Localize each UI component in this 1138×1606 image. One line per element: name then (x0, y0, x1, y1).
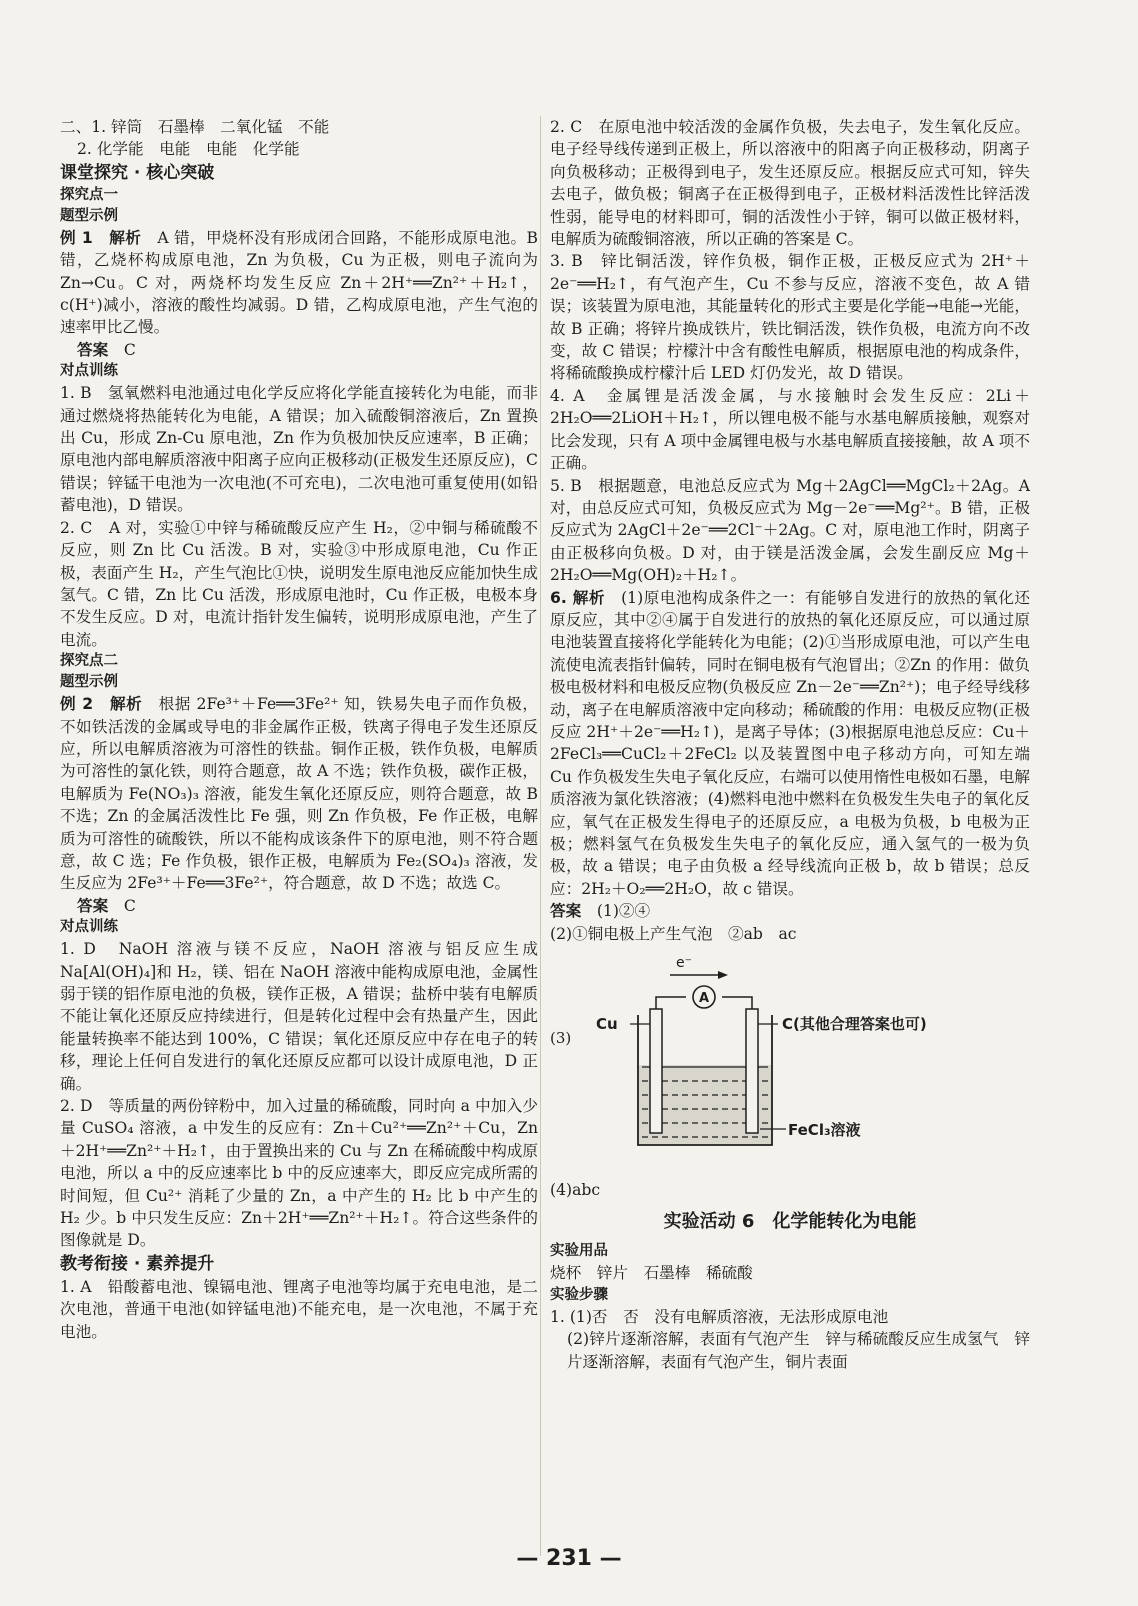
teaching-item-1: 1. A 铅酸蓄电池、镍镉电池、锂离子电池等均属于充电电池，是二次电池，普通干电池(如锌锰电池)不能充电，是一次电池，不属于充电池。 (60, 1277, 538, 1341)
example-1-jiexi: 解析 (109, 228, 142, 247)
supplies-list: 烧杯 锌片 石墨棒 稀硫酸 (550, 1264, 753, 1283)
step-1: 1. (1)否 否 没有电解质溶液，无法形成原电池 (550, 1307, 889, 1326)
column-divider (540, 116, 541, 1556)
answer-label: 答案 (77, 896, 109, 915)
example-1-label: 例 1 (60, 228, 93, 247)
example-1-text: A 错，甲烧杯没有形成闭合回路，不能形成原电池。B 错，乙烧杯构成原电池，Zn 为负极，Cu 为正极，则电子流向为 Zn→Cu。C 对，两烧杯均发生反应 Zn＋2H⁺══Zn²⁺＋H₂↑，c(H⁺)减小，溶液的酸性均减弱。D 错，乙构成原电池，产生气泡的速率甲比乙慢。 (60, 228, 538, 337)
heading-point-2: 探究点二 (60, 653, 118, 670)
example-2-answer (60, 895, 538, 917)
answer-label: 答案 (550, 902, 582, 921)
electron-arrowhead (718, 971, 728, 979)
right-item-3: 3. B 锌比铜活泼，锌作负极，铜作正极，正极反应式为 2H⁺＋2e⁻══H₂↑，有气泡产生，Cu 不参与反应，溶液不变色，故 A 错误；该装置为原电池，其能量转化的形式主要是化学能→电能→光能，故 B 正确；将锌片换成铁片，铁比铜活泼，铁作负极，电流方向不改变，故 C 错误；柠檬汁中含有酸性电解质，根据原电池的构成条件，将稀硫酸换成柠檬汁后 LED 灯仍发光，故 D 错误。 (550, 252, 1030, 383)
answer-line-1: 二、1. 锌筒 石墨棒 二氧化锰 不能 (60, 118, 330, 136)
heading-examples-2: 题型示例 (60, 674, 118, 691)
answer-line-a (550, 900, 1030, 922)
right-item-6 (550, 587, 1030, 901)
practice-1-item-1: 1. B 氢氧燃料电池通过电化学反应将化学能直接转化为电能，而非通过燃烧将热能转化为电能，A 错误；加入硫酸铜溶液后，Zn 置换出 Cu，形成 Zn-Cu 原电池，Zn 作为负极加快反应速率，B 正确；原电池内部电解质溶液中阳离子应向正极移动(正极发生还原反应)，C 错误；锌锰干电池为一次电池(不可充电)，二次电池可重复使用(如铅蓄电池)，D 错误。 (60, 384, 538, 515)
page-number-value: 231 (546, 1546, 592, 1571)
answer-label: 答案 (77, 340, 109, 359)
copper-electrode (650, 1009, 662, 1133)
page-number: — 231 — (516, 1546, 622, 1571)
heading-steps: 实验步骤 (550, 1286, 608, 1303)
step-1-2: (2)锌片逐渐溶解，表面有气泡产生 锌与稀硫酸反应生成氢气 锌片逐渐溶解，表面有气泡产生，铜片表面 (567, 1330, 1030, 1371)
example-2-jiexi: 解析 (109, 695, 143, 714)
answer-part-1: (1)②④ (596, 902, 651, 921)
heading-point-1: 探究点一 (60, 186, 118, 203)
section-heading-teaching: 教考衔接 · 素养提升 (60, 1253, 215, 1274)
item-6-text: (1)原电池构成条件之一：有能够自发进行的放热的氧化还原反应，其中②④属于自发进行的放热的氧化还原反应，可以通过原电池装置直接将化学能转化为电能；(2)①当形成原电池，可以产生电流使电流表指针偏转，同时在铜电极有气泡冒出；②Zn 的作用：做负极电极材料和电极反应物(负极反应 Zn－2e⁻══Zn²⁺)；电子经导线移动，离子在电解质溶液中定向移动；稀硫酸的作用：电极反应物(正极反应 2H⁺＋2e⁻══H₂↑)，是离子导体；(3)根据原电池总反应：Cu＋2FeCl₃══CuCl₂＋2FeCl₂ 以及装置图中电子移动方向，可知左端 Cu 作负极发生失电子氧化反应，右端可以使用惰性电极如石墨，电解质溶液为氯化铁溶液；(4)燃料电池中燃料在负极发生失电子的氧化反应，氧气在正极发生得电子的还原反应，a 电极为负极，b 电极为正极；燃料氢气在负极发生失电子的氧化反应，通入氢气的一极为负极，故 a 错误；电子由负极 a 经导线流向正极 b，故 b 错误；总反应：2H₂＋O₂══2H₂O，故 c 错误。 (550, 588, 1030, 898)
practice-2-item-2: 2. D 等质量的两份锌粉中，加入过量的稀硫酸，同时向 a 中加入少量 CuSO₄ 溶液，a 中发生的反应有：Zn＋Cu²⁺══Zn²⁺＋Cu，Zn＋2H⁺══Zn²⁺＋H₂↑，由于置换出来的 Cu 与 Zn 在稀硫酸中构成原电池，所以 a 中的反应速率比 b 中的反应速率大，即反应完成所需的时间短，但 Cu²⁺ 消耗了少量的 Zn，a 中产生的 H₂ 比 b 中产生的 H₂ 少。b 中只发生反应：Zn＋2H⁺══Zn²⁺＋H₂↑。符合这些条件的图像就是 D。 (60, 1097, 538, 1250)
section-heading-classroom: 课堂探究 · 核心突破 (60, 162, 215, 183)
cell-svg (550, 949, 1030, 1175)
right-item-5: 5. B 根据题意，电池总反应式为 Mg＋2AgCl══MgCl₂＋2Ag。A 对，由总反应式可知，负极反应式为 Mg－2e⁻══Mg²⁺。B 错，正极反应式为 2AgCl＋2e⁻══2Cl⁻＋2Ag。C 对，原电池工作时，阴离子由正极移向负极。D 对，由于镁是活泼金属，会发生副反应 Mg＋2H₂O══Mg(OH)₂＋H₂↑。 (550, 476, 1030, 585)
heading-practice-2: 对点训练 (60, 919, 118, 936)
example-2-label: 例 2 (60, 695, 94, 714)
answer-part-3-prefix: (3) (550, 1029, 572, 1048)
left-column (60, 116, 538, 1343)
right-column (550, 116, 1030, 1373)
heading-supplies: 实验用品 (550, 1243, 608, 1260)
solution-label: FeCl₃溶液 (788, 1121, 861, 1140)
example-1-answer (60, 339, 538, 361)
heading-examples-1: 题型示例 (60, 207, 118, 224)
practice-1-item-2: 2. C A 对，实验①中锌与稀硫酸反应产生 H₂，②中铜与稀硫酸不反应，则 Zn 比 Cu 活泼。B 对，实验③中形成原电池，Cu 作正极，表面产生 H₂，产生气泡比①快，说明发生原电池反应能加快生成氢气。C 错，Zn 比 Cu 活泼，形成原电池时，Cu 作正极，电极本身不发生反应。D 对，电流计指针发生偏转，说明形成原电池，产生了电流。 (60, 518, 538, 649)
heading-practice-1: 对点训练 (60, 363, 118, 380)
answer-part-2: (2)①铜电极上产生气泡 ②ab ac (550, 924, 797, 943)
example-2-text: 根据 2Fe³⁺＋Fe══3Fe²⁺ 知，铁易失电子而作负极，不如铁活泼的金属或导电的非金属作正极，铁离子得电子发生还原反应，所以电解质溶液为可溶性的铁盐。铜作正极，铁作负极，电解质为可溶性的氯化铁，则符合题意，故 A 不选；铁作负极，碳作正极，电解质为 Fe(NO₃)₃ 溶液，能发生氧化还原反应，则符合题意，故 B 不选；Zn 的金属活泼性比 Fe 强，则 Zn 作负极，Fe 作正极，电解质为可溶性的硫酸铁，所以不能构成该条件下的原电池，则不符合题意，故 C 选；Fe 作负极，银作正极，电解质为 Fe₂(SO₄)₃ 溶液，发生反应为 2Fe³⁺＋Fe══3Fe²⁺，符合题意，故 D 不选；故选 C。 (60, 695, 538, 893)
item-6-label: 6. 解析 (550, 588, 605, 607)
activity-title: 实验活动 6 化学能转化为电能 (663, 1211, 917, 1233)
right-item-2: 2. C 在原电池中较活泼的金属作负极，失去电子，发生氧化反应。电子经导线传递到正极上，所以溶液中的阳离子向正极移动，阴离子向负极移动；正极得到电子，发生还原反应。根据反应式可知，锌失去电子，做负极；铜离子在正极得到电子，正极材料活泼性比锌活泼性弱，能导电的材料即可，铜的活泼性小于锌，铜可以做正极材料，电解质为硫酸铜溶液，所以正确的答案是 C。 (550, 118, 1030, 249)
answer-value: C (123, 896, 136, 915)
example-2 (60, 693, 538, 895)
example-1 (60, 227, 538, 339)
electron-label: e⁻ (676, 955, 693, 972)
galvanic-cell-diagram (550, 949, 1030, 1175)
cu-label: Cu (596, 1015, 618, 1034)
right-item-4: 4. A 金属锂是活泼金属，与水接触时会发生反应：2Li＋2H₂O══2LiOH＋H₂↑，所以锂电极不能与水基电解质接触，观察对比会发现，只有 A 项中金属锂电极与水基电解质直接接触，故 A 项不正确。 (550, 386, 1030, 473)
answer-part-4: (4)abc (550, 1181, 601, 1200)
c-label: C(其他合理答案也可) (782, 1015, 927, 1034)
ammeter-label: A (698, 991, 710, 1007)
answer-line-2: 2. 化学能 电能 电能 化学能 (77, 140, 300, 159)
answer-value: C (123, 340, 136, 359)
practice-2-item-1: 1. D NaOH 溶液与镁不反应，NaOH 溶液与铝反应生成 Na[Al(OH)₄]和 H₂，镁、铝在 NaOH 溶液中能构成原电池，金属性弱于镁的铝作原电池的负极，镁作正极，A 错误；盐桥中装有电解质不能让氧化还原反应持续进行，但是转化过程中会有热量产生，因此能量转换率不能达到 100%，C 错误；氧化还原反应中存在电子的转移，理论上任何自发进行的氧化还原反应都可以设计成原电池，D 正确。 (60, 940, 538, 1093)
carbon-electrode (746, 1009, 758, 1133)
